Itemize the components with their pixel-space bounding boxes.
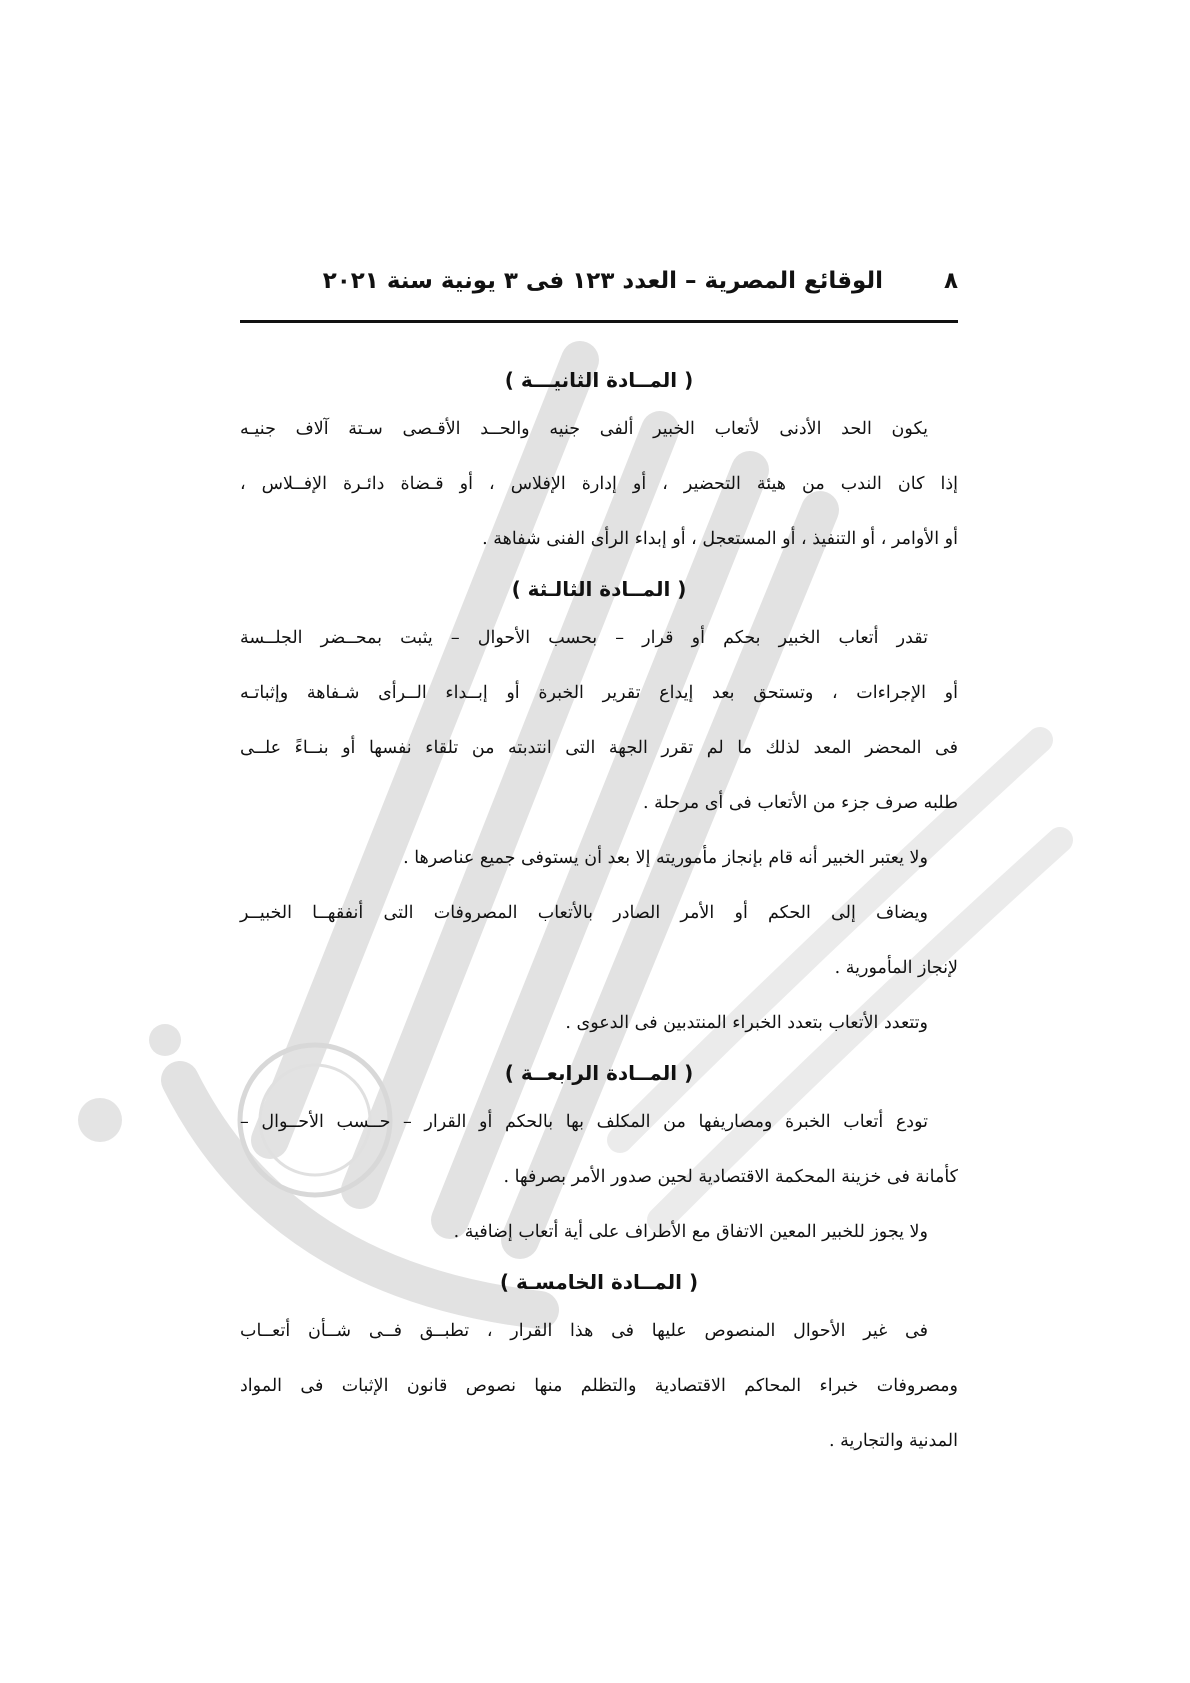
article-5-line-2: ومصروفات خبراء المحاكم الاقتصادية والتظلم منها نصوص قانون الإثبات فى المواد xyxy=(240,1376,958,1396)
document-body xyxy=(240,358,958,1469)
article-3-line-2: أو الإجراءات ، وتستحق بعد إيداع تقرير الخبرة أو إبــداء الــرأى شـفاهة وإثباتـه xyxy=(240,683,958,703)
article-2-line-2: إذا كان الندب من هيئة التحضير ، أو إدارة الإفلاس ، أو قـضاة دائـرة الإفــلاس ، xyxy=(240,474,958,494)
article-5-line-1: فى غير الأحوال المنصوص عليها فى هذا القرار ، تطبــق فــى شــأن أتعــاب xyxy=(240,1321,928,1341)
article-3-paragraph-3-line-1: ويضاف إلى الحكم أو الأمر الصادر بالأتعاب المصروفات التى أنفقهــا الخبيــر xyxy=(240,903,928,923)
article-5-heading: ( المــادة الخامسـة ) xyxy=(499,1270,699,1294)
header-divider xyxy=(240,320,958,323)
article-3-line-4: طلبه صرف جزء من الأتعاب فى أى مرحلة . xyxy=(643,793,958,813)
article-3-line-3: فى المحضر المعد لذلك ما لم تقرر الجهة التى انتدبته من تلقاء نفسها أو بنــاءً علــى xyxy=(240,738,958,758)
article-4-heading: ( المــادة الرابعــة ) xyxy=(504,1061,694,1085)
page-header xyxy=(240,268,958,308)
gazette-title: الوقائع المصرية – العدد ١٢٣ فى ٣ يونية سنة ٢٠٢١ xyxy=(322,268,883,294)
article-4-paragraph-2: ولا يجوز للخبير المعين الاتفاق مع الأطراف على أية أتعاب إضافية . xyxy=(453,1222,928,1242)
article-2-line-1: يكون الحد الأدنى لأتعاب الخبير ألفى جنيه والحــد الأقـصى سـتة آلاف جنيـه xyxy=(240,419,928,439)
article-3-paragraph-4: وتتعدد الأتعاب بتعدد الخبراء المنتدبين فى الدعوى . xyxy=(565,1013,928,1033)
page-number: ٨ xyxy=(943,268,958,294)
article-5-line-3: المدنية والتجارية . xyxy=(829,1431,958,1451)
article-3-paragraph-3-line-2: لإنجاز المأمورية . xyxy=(834,958,958,978)
article-2-heading: ( المــادة الثانيـــة ) xyxy=(504,368,694,392)
article-3-heading: ( المــادة الثالـثة ) xyxy=(511,577,687,601)
article-4-line-2: كأمانة فى خزينة المحكمة الاقتصادية لحين صدور الأمر بصرفها . xyxy=(503,1167,958,1187)
article-3-line-1: تقدر أتعاب الخبير بحكم أو قرار – بحسب الأحوال – يثبت بمحــضر الجلــسة xyxy=(240,628,928,648)
article-3-paragraph-2: ولا يعتبر الخبير أنه قام بإنجاز مأموريته إلا بعد أن يستوفى جميع عناصرها . xyxy=(403,848,928,868)
article-2-line-3: أو الأوامر ، أو التنفيذ ، أو المستعجل ، أو إبداء الرأى الفنى شفاهة . xyxy=(482,529,958,549)
article-4-line-1: تودع أتعاب الخبرة ومصاريفها من المكلف بها بالحكم أو القرار – حــسب الأحــوال – xyxy=(240,1112,928,1132)
